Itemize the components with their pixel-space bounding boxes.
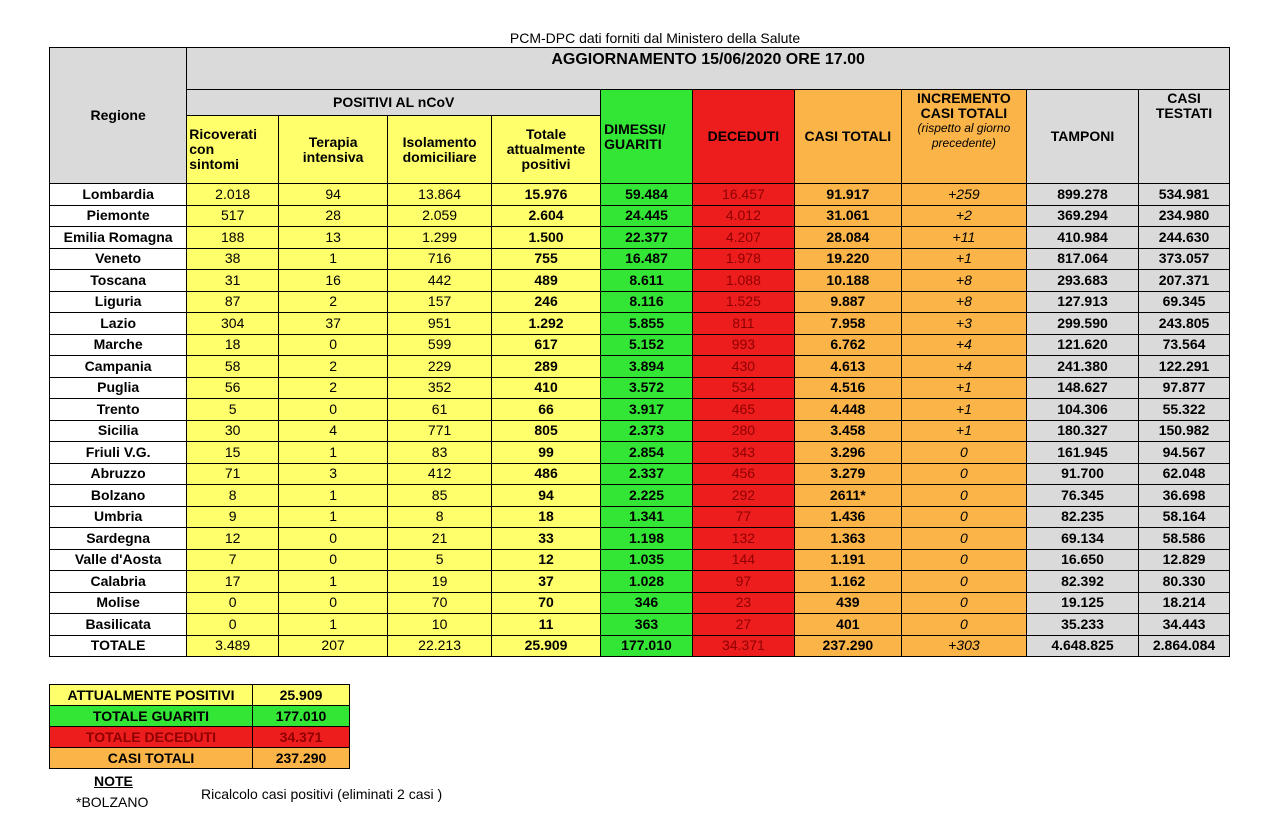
cell-casi-totali: 31.061 — [794, 205, 901, 227]
table-row — [50, 442, 1230, 464]
cell-deceduti: 534 — [692, 377, 794, 399]
cell-region: Umbria — [50, 506, 187, 528]
cell-tamponi: 899.278 — [1026, 184, 1138, 206]
cell-dimessi: 1.028 — [601, 571, 693, 593]
header-positivi: POSITIVI AL nCoV — [187, 90, 601, 116]
cell-terapia: 3 — [279, 463, 388, 485]
cell-casi-testati: 94.567 — [1139, 442, 1230, 464]
table-row — [50, 227, 1230, 249]
summary-row — [50, 685, 350, 706]
cell-casi-testati: 97.877 — [1139, 377, 1230, 399]
cell-totale-positivi: 37 — [492, 571, 601, 593]
cell-casi-totali: 10.188 — [794, 270, 901, 292]
cell-region: Liguria — [50, 291, 187, 313]
cell-region: Sardegna — [50, 528, 187, 550]
cell-tamponi: 369.294 — [1026, 205, 1138, 227]
table-row — [50, 463, 1230, 485]
cell-ricoverati: 517 — [187, 205, 279, 227]
cell-isolamento: 21 — [388, 528, 492, 550]
cell-casi-testati: 55.322 — [1139, 399, 1230, 421]
cell-deceduti: 132 — [692, 528, 794, 550]
cell-terapia: 0 — [279, 399, 388, 421]
header-dimessi: DIMESSI/ GUARITI — [601, 90, 693, 184]
table-row — [50, 356, 1230, 378]
cell-deceduti: 144 — [692, 549, 794, 571]
cell-totale-positivi: 33 — [492, 528, 601, 550]
cell-terapia: 1 — [279, 614, 388, 636]
cell-isolamento: 352 — [388, 377, 492, 399]
cell-region: Lazio — [50, 313, 187, 335]
cell-ricoverati: 9 — [187, 506, 279, 528]
cell-region: Puglia — [50, 377, 187, 399]
header-deceduti: DECEDUTI — [692, 90, 794, 184]
cell-totale-positivi: 11 — [492, 614, 601, 636]
cell-ricoverati: 7 — [187, 549, 279, 571]
cell-totale-positivi: 489 — [492, 270, 601, 292]
cell-terapia: 94 — [279, 184, 388, 206]
cell-casi-testati: 18.214 — [1139, 592, 1230, 614]
cell-tamponi: 4.648.825 — [1026, 635, 1138, 657]
table-row — [50, 506, 1230, 528]
cell-tamponi: 161.945 — [1026, 442, 1138, 464]
cell-dimessi: 1.198 — [601, 528, 693, 550]
cell-dimessi: 346 — [601, 592, 693, 614]
cell-isolamento: 412 — [388, 463, 492, 485]
cell-ricoverati: 8 — [187, 485, 279, 507]
cell-incremento: +3 — [901, 313, 1026, 335]
cell-tamponi: 241.380 — [1026, 356, 1138, 378]
cell-region: Lombardia — [50, 184, 187, 206]
cell-casi-testati: 534.981 — [1139, 184, 1230, 206]
cell-ricoverati: 71 — [187, 463, 279, 485]
table-row — [50, 270, 1230, 292]
cell-dimessi: 3.917 — [601, 399, 693, 421]
cell-totale-positivi: 805 — [492, 420, 601, 442]
header-incremento: INCREMENTO CASI TOTALI (rispetto al giorno precedente) — [901, 90, 1026, 184]
cell-incremento: +2 — [901, 205, 1026, 227]
cell-casi-testati: 373.057 — [1139, 248, 1230, 270]
cell-ricoverati: 15 — [187, 442, 279, 464]
totals-row — [50, 635, 1230, 657]
cell-tamponi: 82.235 — [1026, 506, 1138, 528]
cell-region: Abruzzo — [50, 463, 187, 485]
cell-casi-testati: 58.586 — [1139, 528, 1230, 550]
cell-ricoverati: 12 — [187, 528, 279, 550]
summary-row — [50, 748, 350, 769]
cell-deceduti: 456 — [692, 463, 794, 485]
cell-ricoverati: 0 — [187, 592, 279, 614]
cell-dimessi: 2.373 — [601, 420, 693, 442]
cell-tamponi: 121.620 — [1026, 334, 1138, 356]
cell-casi-testati: 58.164 — [1139, 506, 1230, 528]
cell-tamponi: 69.134 — [1026, 528, 1138, 550]
notes-region: *BOLZANO — [76, 794, 149, 810]
cell-casi-testati: 12.829 — [1139, 549, 1230, 571]
cell-casi-testati: 62.048 — [1139, 463, 1230, 485]
cell-region: Calabria — [50, 571, 187, 593]
summary-value: 237.290 — [253, 748, 350, 769]
cell-incremento: +1 — [901, 399, 1026, 421]
cell-isolamento: 10 — [388, 614, 492, 636]
cell-casi-totali: 237.290 — [794, 635, 901, 657]
summary-row — [50, 727, 350, 748]
cell-casi-totali: 1.363 — [794, 528, 901, 550]
cell-totale-positivi: 15.976 — [492, 184, 601, 206]
cell-isolamento: 157 — [388, 291, 492, 313]
cell-isolamento: 61 — [388, 399, 492, 421]
cell-casi-totali: 4.613 — [794, 356, 901, 378]
table-row — [50, 399, 1230, 421]
cell-isolamento: 70 — [388, 592, 492, 614]
cell-incremento: +1 — [901, 420, 1026, 442]
cell-ricoverati: 5 — [187, 399, 279, 421]
table-row — [50, 485, 1230, 507]
summary-label: ATTUALMENTE POSITIVI — [50, 685, 253, 706]
cell-deceduti: 993 — [692, 334, 794, 356]
cell-dimessi: 8.116 — [601, 291, 693, 313]
cell-deceduti: 34.371 — [692, 635, 794, 657]
cell-dimessi: 16.487 — [601, 248, 693, 270]
cell-casi-totali: 1.162 — [794, 571, 901, 593]
cell-region: TOTALE — [50, 635, 187, 657]
cell-casi-testati: 34.443 — [1139, 614, 1230, 636]
cell-isolamento: 8 — [388, 506, 492, 528]
table-row — [50, 205, 1230, 227]
cell-terapia: 1 — [279, 571, 388, 593]
cell-dimessi: 1.035 — [601, 549, 693, 571]
cell-deceduti: 465 — [692, 399, 794, 421]
cell-region: Sicilia — [50, 420, 187, 442]
cell-casi-totali: 6.762 — [794, 334, 901, 356]
table-row — [50, 184, 1230, 206]
cell-tamponi: 299.590 — [1026, 313, 1138, 335]
cell-incremento: 0 — [901, 485, 1026, 507]
summary-label: TOTALE DECEDUTI — [50, 727, 253, 748]
cell-ricoverati: 0 — [187, 614, 279, 636]
cell-deceduti: 811 — [692, 313, 794, 335]
cell-casi-totali: 3.296 — [794, 442, 901, 464]
cell-ricoverati: 30 — [187, 420, 279, 442]
cell-casi-testati: 69.345 — [1139, 291, 1230, 313]
cell-casi-totali: 3.458 — [794, 420, 901, 442]
cell-terapia: 1 — [279, 485, 388, 507]
cell-region: Campania — [50, 356, 187, 378]
cell-incremento: +11 — [901, 227, 1026, 249]
cell-isolamento: 5 — [388, 549, 492, 571]
covid-data-table — [49, 47, 1230, 657]
cell-dimessi: 2.854 — [601, 442, 693, 464]
cell-region: Bolzano — [50, 485, 187, 507]
cell-totale-positivi: 410 — [492, 377, 601, 399]
cell-terapia: 2 — [279, 291, 388, 313]
cell-casi-totali: 91.917 — [794, 184, 901, 206]
cell-deceduti: 77 — [692, 506, 794, 528]
summary-value: 34.371 — [253, 727, 350, 748]
cell-deceduti: 280 — [692, 420, 794, 442]
cell-totale-positivi: 2.604 — [492, 205, 601, 227]
cell-totale-positivi: 25.909 — [492, 635, 601, 657]
cell-dimessi: 177.010 — [601, 635, 693, 657]
cell-tamponi: 16.650 — [1026, 549, 1138, 571]
cell-tamponi: 104.306 — [1026, 399, 1138, 421]
cell-incremento: 0 — [901, 528, 1026, 550]
cell-terapia: 37 — [279, 313, 388, 335]
cell-terapia: 0 — [279, 334, 388, 356]
cell-incremento: 0 — [901, 592, 1026, 614]
summary-table — [49, 684, 350, 769]
cell-incremento: +8 — [901, 270, 1026, 292]
cell-isolamento: 442 — [388, 270, 492, 292]
cell-deceduti: 430 — [692, 356, 794, 378]
cell-tamponi: 127.913 — [1026, 291, 1138, 313]
cell-incremento: 0 — [901, 549, 1026, 571]
cell-casi-totali: 401 — [794, 614, 901, 636]
cell-totale-positivi: 617 — [492, 334, 601, 356]
cell-terapia: 0 — [279, 592, 388, 614]
cell-isolamento: 771 — [388, 420, 492, 442]
summary-label: TOTALE GUARITI — [50, 706, 253, 727]
cell-dimessi: 1.341 — [601, 506, 693, 528]
cell-tamponi: 19.125 — [1026, 592, 1138, 614]
table-row — [50, 334, 1230, 356]
cell-region: Marche — [50, 334, 187, 356]
cell-incremento: +303 — [901, 635, 1026, 657]
cell-incremento: 0 — [901, 442, 1026, 464]
cell-terapia: 2 — [279, 377, 388, 399]
cell-deceduti: 27 — [692, 614, 794, 636]
cell-casi-totali: 439 — [794, 592, 901, 614]
cell-casi-testati: 244.630 — [1139, 227, 1230, 249]
cell-isolamento: 1.299 — [388, 227, 492, 249]
cell-tamponi: 91.700 — [1026, 463, 1138, 485]
cell-totale-positivi: 12 — [492, 549, 601, 571]
cell-dimessi: 3.572 — [601, 377, 693, 399]
cell-totale-positivi: 755 — [492, 248, 601, 270]
summary-value: 177.010 — [253, 706, 350, 727]
cell-dimessi: 22.377 — [601, 227, 693, 249]
header-totale-positivi: Totale attualmente positivi — [492, 116, 601, 184]
cell-totale-positivi: 486 — [492, 463, 601, 485]
cell-ricoverati: 2.018 — [187, 184, 279, 206]
cell-terapia: 2 — [279, 356, 388, 378]
cell-region: Trento — [50, 399, 187, 421]
cell-terapia: 28 — [279, 205, 388, 227]
notes-text: Ricalcolo casi positivi (eliminati 2 casi ) — [201, 786, 443, 802]
cell-ricoverati: 38 — [187, 248, 279, 270]
table-row — [50, 420, 1230, 442]
cell-totale-positivi: 18 — [492, 506, 601, 528]
cell-casi-totali: 7.958 — [794, 313, 901, 335]
cell-casi-totali: 19.220 — [794, 248, 901, 270]
cell-isolamento: 229 — [388, 356, 492, 378]
cell-ricoverati: 3.489 — [187, 635, 279, 657]
cell-ricoverati: 17 — [187, 571, 279, 593]
header-terapia: Terapia intensiva — [279, 116, 388, 184]
cell-isolamento: 19 — [388, 571, 492, 593]
cell-tamponi: 293.683 — [1026, 270, 1138, 292]
header-casi-totali: CASI TOTALI — [794, 90, 901, 184]
cell-totale-positivi: 99 — [492, 442, 601, 464]
cell-tamponi: 35.233 — [1026, 614, 1138, 636]
summary-row — [50, 706, 350, 727]
cell-casi-totali: 4.448 — [794, 399, 901, 421]
cell-isolamento: 716 — [388, 248, 492, 270]
cell-dimessi: 5.152 — [601, 334, 693, 356]
cell-totale-positivi: 1.292 — [492, 313, 601, 335]
cell-ricoverati: 87 — [187, 291, 279, 313]
header-casi-testati: CASI TESTATI — [1139, 90, 1230, 184]
cell-incremento: +8 — [901, 291, 1026, 313]
cell-deceduti: 4.207 — [692, 227, 794, 249]
cell-casi-testati: 2.864.084 — [1139, 635, 1230, 657]
table-row — [50, 614, 1230, 636]
cell-terapia: 0 — [279, 528, 388, 550]
cell-casi-totali: 1.436 — [794, 506, 901, 528]
cell-dimessi: 59.484 — [601, 184, 693, 206]
cell-dimessi: 5.855 — [601, 313, 693, 335]
cell-dimessi: 363 — [601, 614, 693, 636]
cell-tamponi: 180.327 — [1026, 420, 1138, 442]
cell-isolamento: 22.213 — [388, 635, 492, 657]
cell-terapia: 207 — [279, 635, 388, 657]
cell-isolamento: 13.864 — [388, 184, 492, 206]
notes-title: NOTE — [94, 773, 133, 789]
cell-terapia: 13 — [279, 227, 388, 249]
table-row — [50, 291, 1230, 313]
cell-incremento: +4 — [901, 356, 1026, 378]
cell-casi-totali: 9.887 — [794, 291, 901, 313]
header-regione: Regione — [50, 48, 187, 184]
cell-deceduti: 292 — [692, 485, 794, 507]
cell-incremento: 0 — [901, 506, 1026, 528]
cell-casi-testati: 234.980 — [1139, 205, 1230, 227]
cell-casi-testati: 122.291 — [1139, 356, 1230, 378]
cell-totale-positivi: 66 — [492, 399, 601, 421]
cell-isolamento: 951 — [388, 313, 492, 335]
cell-isolamento: 599 — [388, 334, 492, 356]
cell-terapia: 0 — [279, 549, 388, 571]
source-caption: PCM-DPC dati forniti dal Ministero della Salute — [509, 30, 801, 46]
cell-tamponi: 76.345 — [1026, 485, 1138, 507]
cell-casi-testati: 150.982 — [1139, 420, 1230, 442]
cell-dimessi: 2.337 — [601, 463, 693, 485]
cell-terapia: 4 — [279, 420, 388, 442]
table-row — [50, 528, 1230, 550]
cell-isolamento: 85 — [388, 485, 492, 507]
cell-region: Piemonte — [50, 205, 187, 227]
header-isolamento: Isolamento domiciliare — [388, 116, 492, 184]
table-row — [50, 377, 1230, 399]
cell-deceduti: 1.525 — [692, 291, 794, 313]
cell-isolamento: 83 — [388, 442, 492, 464]
table-row — [50, 549, 1230, 571]
cell-dimessi: 2.225 — [601, 485, 693, 507]
cell-casi-totali: 3.279 — [794, 463, 901, 485]
cell-deceduti: 4.012 — [692, 205, 794, 227]
cell-casi-totali: 1.191 — [794, 549, 901, 571]
cell-deceduti: 23 — [692, 592, 794, 614]
cell-terapia: 1 — [279, 442, 388, 464]
cell-incremento: 0 — [901, 463, 1026, 485]
cell-region: Molise — [50, 592, 187, 614]
cell-isolamento: 2.059 — [388, 205, 492, 227]
cell-totale-positivi: 246 — [492, 291, 601, 313]
cell-terapia: 16 — [279, 270, 388, 292]
cell-casi-testati: 243.805 — [1139, 313, 1230, 335]
cell-dimessi: 8.611 — [601, 270, 693, 292]
cell-region: Toscana — [50, 270, 187, 292]
cell-region: Emilia Romagna — [50, 227, 187, 249]
cell-casi-totali: 4.516 — [794, 377, 901, 399]
cell-incremento: +1 — [901, 248, 1026, 270]
table-row — [50, 592, 1230, 614]
cell-incremento: +4 — [901, 334, 1026, 356]
cell-totale-positivi: 1.500 — [492, 227, 601, 249]
cell-ricoverati: 304 — [187, 313, 279, 335]
cell-casi-totali: 28.084 — [794, 227, 901, 249]
table-row — [50, 248, 1230, 270]
cell-casi-testati: 73.564 — [1139, 334, 1230, 356]
cell-incremento: 0 — [901, 614, 1026, 636]
cell-casi-testati: 36.698 — [1139, 485, 1230, 507]
cell-region: Valle d'Aosta — [50, 549, 187, 571]
cell-incremento: +259 — [901, 184, 1026, 206]
cell-tamponi: 817.064 — [1026, 248, 1138, 270]
cell-ricoverati: 18 — [187, 334, 279, 356]
cell-ricoverati: 58 — [187, 356, 279, 378]
header-tamponi: TAMPONI — [1026, 90, 1138, 184]
cell-terapia: 1 — [279, 506, 388, 528]
cell-tamponi: 82.392 — [1026, 571, 1138, 593]
cell-deceduti: 16.457 — [692, 184, 794, 206]
cell-deceduti: 1.978 — [692, 248, 794, 270]
cell-ricoverati: 56 — [187, 377, 279, 399]
cell-deceduti: 1.088 — [692, 270, 794, 292]
cell-deceduti: 343 — [692, 442, 794, 464]
cell-region: Veneto — [50, 248, 187, 270]
cell-tamponi: 410.984 — [1026, 227, 1138, 249]
cell-ricoverati: 188 — [187, 227, 279, 249]
cell-dimessi: 24.445 — [601, 205, 693, 227]
cell-casi-testati: 207.371 — [1139, 270, 1230, 292]
cell-casi-totali: 2611* — [794, 485, 901, 507]
table-row — [50, 313, 1230, 335]
cell-totale-positivi: 94 — [492, 485, 601, 507]
summary-value: 25.909 — [253, 685, 350, 706]
cell-incremento: +1 — [901, 377, 1026, 399]
cell-terapia: 1 — [279, 248, 388, 270]
cell-dimessi: 3.894 — [601, 356, 693, 378]
header-ricoverati: Ricoverati con sintomi — [187, 116, 279, 184]
update-title: AGGIORNAMENTO 15/06/2020 ORE 17.00 — [187, 48, 1230, 90]
cell-totale-positivi: 289 — [492, 356, 601, 378]
cell-region: Friuli V.G. — [50, 442, 187, 464]
cell-region: Basilicata — [50, 614, 187, 636]
cell-totale-positivi: 70 — [492, 592, 601, 614]
cell-tamponi: 148.627 — [1026, 377, 1138, 399]
summary-label: CASI TOTALI — [50, 748, 253, 769]
cell-ricoverati: 31 — [187, 270, 279, 292]
table-row — [50, 571, 1230, 593]
cell-incremento: 0 — [901, 571, 1026, 593]
cell-casi-testati: 80.330 — [1139, 571, 1230, 593]
cell-deceduti: 97 — [692, 571, 794, 593]
